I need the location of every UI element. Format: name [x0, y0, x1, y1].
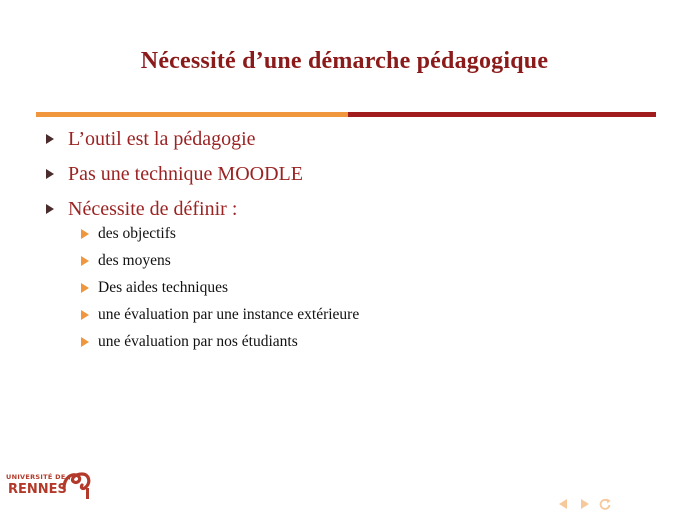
- bullet-text: L’outil est la pédagogie: [68, 128, 256, 150]
- orange-triangle-bullet-icon: [81, 337, 89, 347]
- title-rule-red: [348, 112, 656, 117]
- sub-bullet-text: une évaluation par nos étudiants: [98, 333, 298, 350]
- logo-university-text: UNIVERSITÉ DE: [6, 473, 66, 481]
- title-rule-orange: [36, 112, 348, 117]
- loop-arrow-icon[interactable]: [598, 497, 612, 511]
- orange-triangle-bullet-icon: [81, 310, 89, 320]
- triangle-right-icon[interactable]: [578, 497, 592, 511]
- logo-rennes-text: RENNES: [8, 482, 67, 497]
- logo-mark-icon: [58, 468, 94, 500]
- bullet-item: [44, 126, 664, 161]
- triangle-bullet-icon: [46, 204, 54, 214]
- slide-navigation: [556, 497, 616, 513]
- triangle-bullet-icon: [46, 169, 54, 179]
- slide-title: Nécessité d’une démarche pédagogique: [140, 48, 549, 74]
- bullet-text: Pas une technique MOODLE: [68, 163, 303, 185]
- orange-triangle-bullet-icon: [81, 229, 89, 239]
- orange-triangle-bullet-icon: [81, 283, 89, 293]
- sub-bullet-text: une évaluation par une instance extérieure: [98, 306, 360, 323]
- triangle-left-icon[interactable]: [556, 497, 570, 511]
- bullet-text: Nécessite de définir :: [68, 198, 238, 220]
- sub-bullet-text: des objectifs: [98, 225, 176, 242]
- sub-bullet-text: Des aides techniques: [98, 279, 228, 296]
- triangle-bullet-icon: [46, 134, 54, 144]
- orange-triangle-bullet-icon: [81, 256, 89, 266]
- sub-bullet-text: des moyens: [98, 252, 171, 269]
- university-logo: [6, 468, 98, 502]
- bullet-item: [44, 161, 664, 196]
- bullet-list: [44, 126, 664, 231]
